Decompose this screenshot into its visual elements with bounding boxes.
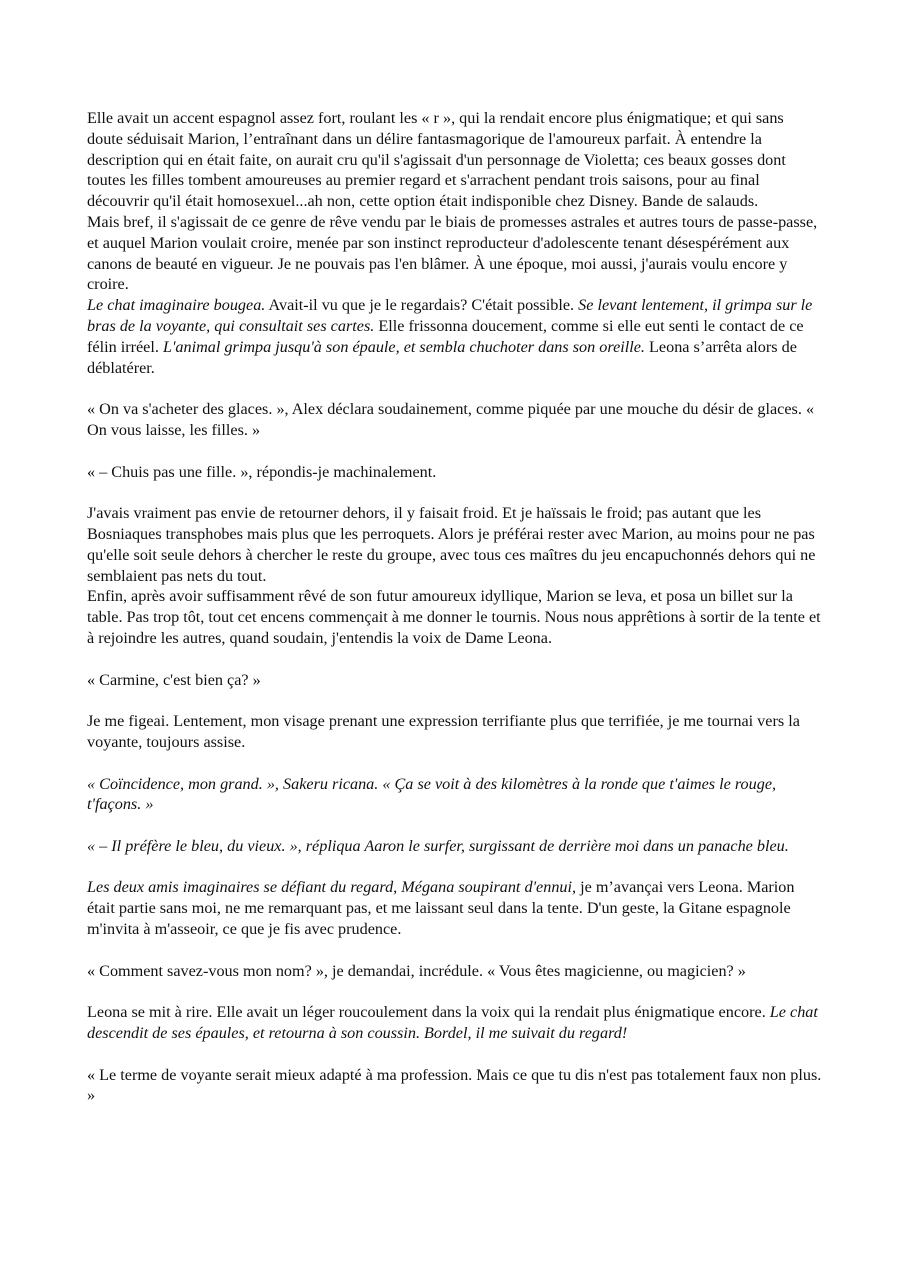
- paragraph-spacer: [87, 690, 822, 711]
- paragraph-spacer: [87, 378, 822, 399]
- paragraph-spacer: [87, 649, 822, 670]
- paragraph: [87, 877, 822, 939]
- text-segment: Leona se mit à rire. Elle avait un léger roucoulement dans la voix qui la rendait plus énigmatique encore.: [87, 1003, 770, 1022]
- italic-text-segment: « – Il préfère le bleu, du vieux. », répliqua Aaron le surfer, surgissant de derrière moi dans un panache bleu.: [87, 836, 789, 855]
- paragraph-spacer: [87, 441, 822, 462]
- text-segment: je m’avançai vers Leona. Marion était partie sans moi, ne me remarquant pas, et me laissant seul dans la tente. D'un geste, la Gitane espagnole m'invita à m'asseoir, ce que je fis avec prudence.: [87, 878, 795, 939]
- text-segment: Mais bref, il s'agissait de ce genre de rêve vendu par le biais de promesses astrales et autres tours de passe-passe, et auquel Marion voulait croire, menée par son instinct reproducteur d'adolescente tenant désespérément aux canons de beauté en vigueur. Je ne pouvais pas l'en blâmer. À une époque, moi aussi, j'aurais voulu encore y croire.: [87, 212, 818, 294]
- document-page: [87, 108, 822, 1106]
- paragraph-spacer: [87, 981, 822, 1002]
- italic-text-segment: Le chat descendit de ses épaules, et retourna à son coussin. Bordel, il me suivait du regard!: [87, 1003, 818, 1043]
- paragraph: [87, 503, 822, 586]
- text-segment: Enfin, après avoir suffisamment rêvé de son futur amoureux idyllique, Marion se leva, et posa un billet sur la table. Pas trop tôt, tout cet encens commençait à me donner le tournis. Nous nous apprêtions à sortir de la tente et à rejoindre les autres, quand soudain, j'entendis la voix de Dame Leona.: [87, 587, 821, 647]
- paragraph: [87, 670, 822, 691]
- italic-text-segment: « Coïncidence, mon grand. », Sakeru ricana. « Ça se voit à des kilomètres à la ronde que t'aimes le rouge, t'façons. »: [87, 774, 777, 814]
- paragraph: [87, 774, 822, 816]
- text-segment: Elle frissonna doucement, comme si elle eut senti le contact de ce félin irréel.: [87, 316, 804, 356]
- text-segment: « On va s'acheter des glaces. », Alex déclara soudainement, comme piquée par une mouche du désir de glaces. « On vous laisse, les filles. »: [87, 400, 815, 439]
- paragraph-spacer: [87, 857, 822, 878]
- paragraph: [87, 108, 822, 212]
- paragraph: [87, 586, 822, 648]
- paragraph: [87, 961, 822, 982]
- text-segment: Je me figeai. Lentement, mon visage prenant une expression terrifiante plus que terrifiée, je me tournai vers la voyante, toujours assise.: [87, 712, 800, 751]
- paragraph: [87, 462, 822, 483]
- text-segment: « Le terme de voyante serait mieux adapté à ma profession. Mais ce que tu dis n'est pas totalement faux non plus. »: [87, 1065, 822, 1105]
- paragraph-spacer: [87, 1044, 822, 1065]
- paragraph: [87, 212, 822, 295]
- paragraph: [87, 399, 822, 441]
- text-segment: « Carmine, c'est bien ça? »: [87, 670, 261, 689]
- text-segment: Leona s’arrêta alors de déblatérer.: [87, 337, 797, 377]
- paragraph-spacer: [87, 815, 822, 836]
- paragraph: [87, 836, 822, 857]
- paragraph: [87, 1002, 822, 1044]
- paragraph-spacer: [87, 482, 822, 503]
- text-segment: J'avais vraiment pas envie de retourner dehors, il y faisait froid. Et je haïssais le froid; pas autant que les Bosniaques transphobes mais plus que les perroquets. Alors je préférai rester avec Marion, au moins pour ne pas qu'elle soit seule dehors à chercher le reste du groupe, avec tous ces maîtres du jeu encapuchonnés dehors qui ne semblaient pas nets du tout.: [87, 504, 816, 585]
- paragraph: [87, 711, 822, 753]
- italic-text-segment: Se levant lentement, il grimpa sur le bras de la voyante, qui consultait ses cartes.: [87, 296, 813, 335]
- paragraph: [87, 295, 822, 378]
- paragraph: [87, 1065, 822, 1107]
- text-segment: Elle avait un accent espagnol assez fort, roulant les « r », qui la rendait encore plus énigmatique; et qui sans doute séduisait Marion, l’entraînant dans un délire fantasmagorique de l'amoureux parfait. À entendre la description qui en était faite, on aurait cru qu'il s'agissait d'un personnage de Violetta; ces beaux gosses dont toutes les filles tombent amoureuses au premier regard et s'arrachent pendant trois saisons, pour au final découvrir qu'il était homosexuel...ah non, cette option était indisponible chez Disney. Bande de salauds.: [87, 109, 786, 211]
- text-segment: « – Chuis pas une fille. », répondis-je machinalement.: [87, 462, 437, 481]
- italic-text-segment: Le chat imaginaire bougea.: [87, 296, 266, 315]
- text-segment: Avait-il vu que je le regardais? C'était possible.: [265, 296, 579, 315]
- paragraph-spacer: [87, 753, 822, 774]
- text-segment: « Comment savez-vous mon nom? », je demandai, incrédule. « Vous êtes magicienne, ou magicien? »: [87, 961, 746, 980]
- paragraph-spacer: [87, 940, 822, 961]
- italic-text-segment: Les deux amis imaginaires se défiant du regard, Mégana soupirant d'ennui,: [87, 878, 577, 897]
- italic-text-segment: L'animal grimpa jusqu'à son épaule, et sembla chuchoter dans son oreille.: [162, 337, 645, 356]
